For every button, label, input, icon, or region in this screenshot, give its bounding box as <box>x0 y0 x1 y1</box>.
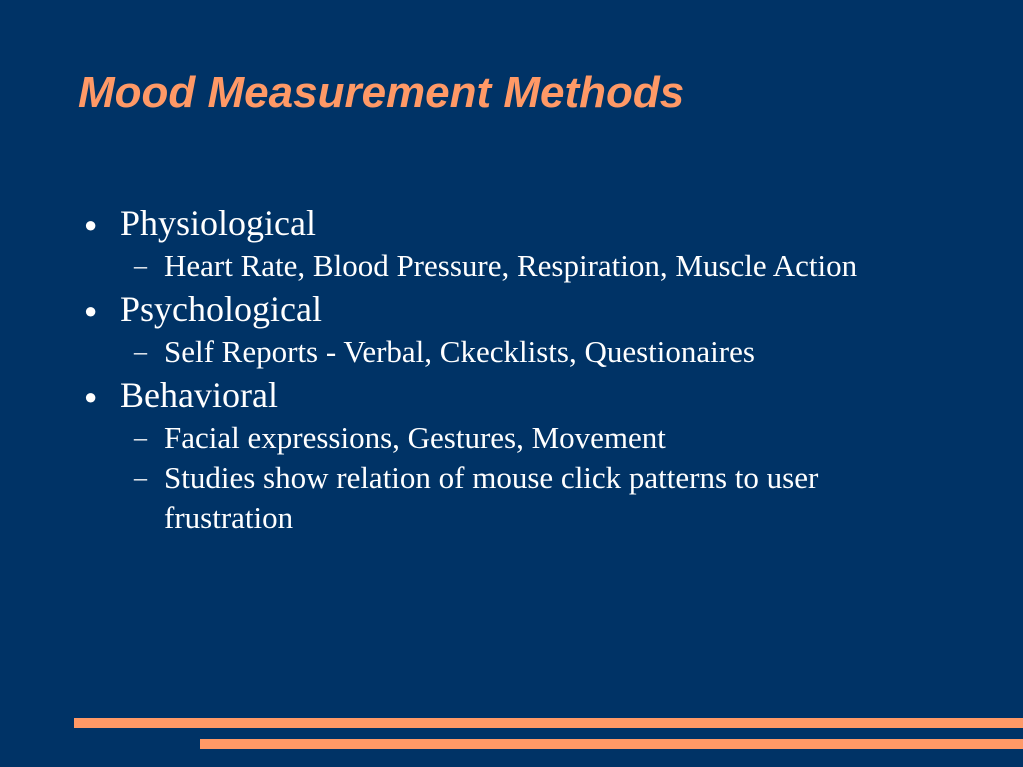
bullet-icon: ● <box>84 384 98 409</box>
bullet-list <box>84 200 944 538</box>
sub-item-text: Studies show relation of mouse click patterns to user frustration <box>164 460 819 535</box>
dash-icon: – <box>134 251 147 280</box>
bullet-item-behavioral <box>84 372 944 418</box>
dash-icon: – <box>134 423 147 452</box>
decorative-rule-top <box>74 718 1023 728</box>
sub-item <box>84 418 944 458</box>
bullet-text: Psychological <box>120 289 322 329</box>
decorative-rule-bottom <box>200 739 1023 749</box>
dash-icon: – <box>134 337 147 366</box>
bullet-icon: ● <box>84 212 98 237</box>
bullet-item-physiological <box>84 200 944 246</box>
sub-item-text: Heart Rate, Blood Pressure, Respiration, Muscle Action <box>164 248 858 283</box>
bullet-item-psychological <box>84 286 944 332</box>
dash-icon: – <box>134 463 147 492</box>
bullet-text: Behavioral <box>120 375 278 415</box>
bullet-text: Physiological <box>120 203 316 243</box>
sub-item <box>84 458 944 538</box>
sub-item <box>84 332 944 372</box>
sub-item <box>84 246 944 286</box>
slide-title: Mood Measurement Methods <box>78 68 685 117</box>
sub-item-text: Self Reports - Verbal, Ckecklists, Questionaires <box>164 334 755 369</box>
sub-item-text: Facial expressions, Gestures, Movement <box>164 420 666 455</box>
bullet-icon: ● <box>84 298 98 323</box>
